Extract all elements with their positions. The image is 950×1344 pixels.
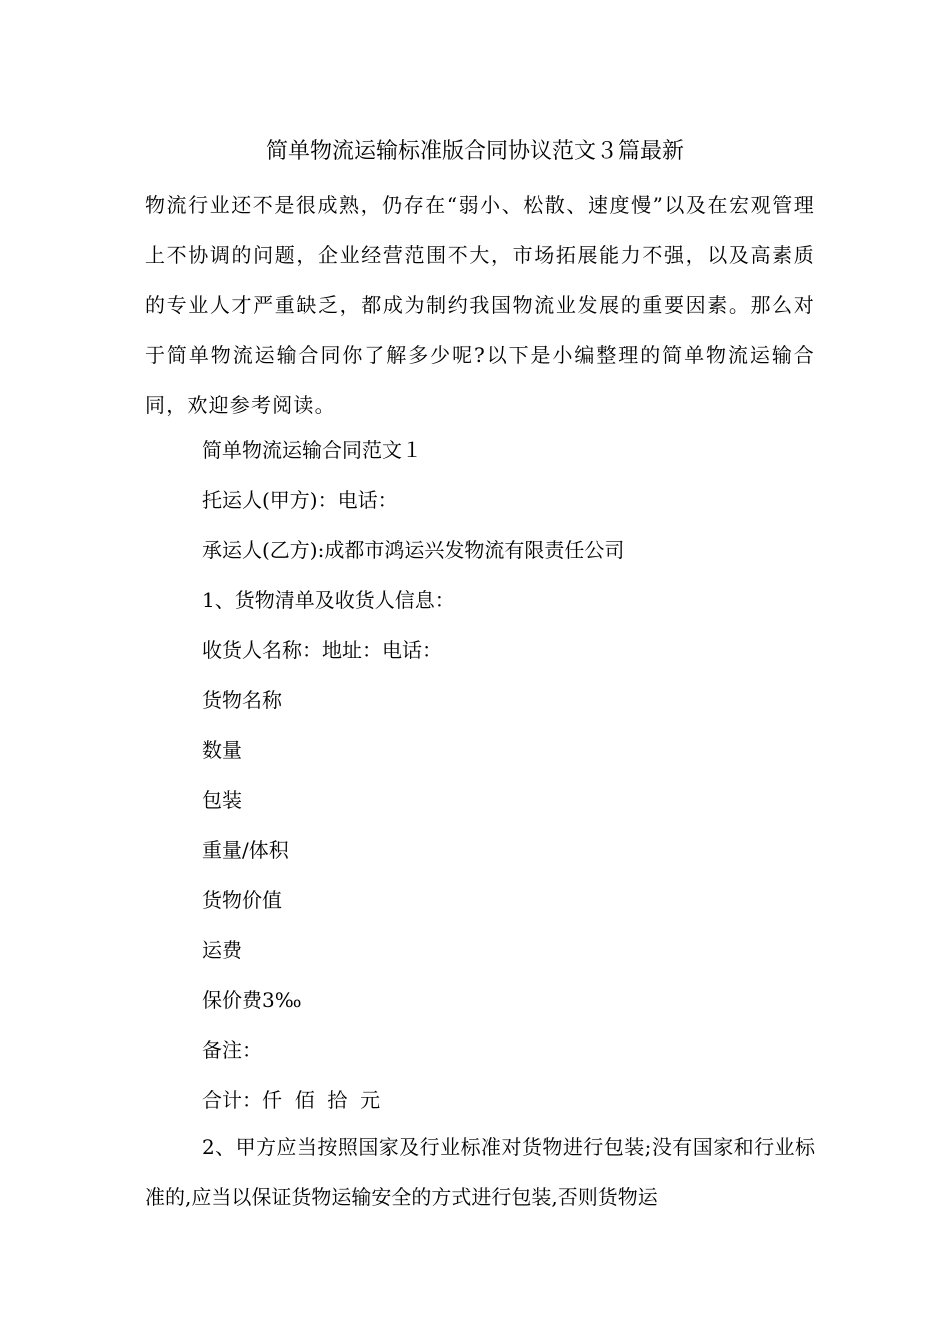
- total-line: 合计：仟 佰 拾 元: [202, 1088, 381, 1112]
- freight-line: 运费: [202, 938, 242, 962]
- goods-name-line: 货物名称: [202, 688, 282, 712]
- remarks-line: 备注：: [202, 1038, 262, 1062]
- packaging-line: 包装: [202, 788, 242, 812]
- clause-2-paragraph: 2、甲方应当按照国家及行业标准对货物进行包装;没有国家和行业标准的,应当以保证货物运输安全的方式进行包装,否则货物运: [145, 1135, 815, 1209]
- insurance-fee-line: 保价费3‰: [202, 988, 302, 1012]
- intro-paragraph: 物流行业还不是很成熟，仍存在“弱小、松散、速度慢”以及在宏观管理上不协调的问题，企业经营范围不大，市场拓展能力不强，以及高素质的专业人才严重缺乏，都成为制约我国物流业发展的重要因素。那么对于简单物流运输合同你了解多少呢?以下是小编整理的简单物流运输合同，欢迎参考阅读。: [145, 193, 815, 417]
- section-heading: 简单物流运输合同范文１: [202, 438, 422, 462]
- shipper-line: 托运人(甲方)：电话：: [202, 488, 398, 512]
- carrier-line: 承运人(乙方):成都市鸿运兴发物流有限责任公司: [202, 538, 625, 562]
- clause-1-heading: 1、货物清单及收货人信息：: [202, 588, 455, 612]
- consignee-line: 收货人名称：地址：电话：: [202, 638, 442, 662]
- weight-volume-line: 重量/体积: [202, 838, 289, 862]
- contract-lines: [0, 430, 950, 1130]
- goods-value-line: 货物价值: [202, 888, 282, 912]
- quantity-line: 数量: [202, 738, 242, 762]
- document-title: 简单物流运输标准版合同协议范文３篇最新: [265, 139, 684, 164]
